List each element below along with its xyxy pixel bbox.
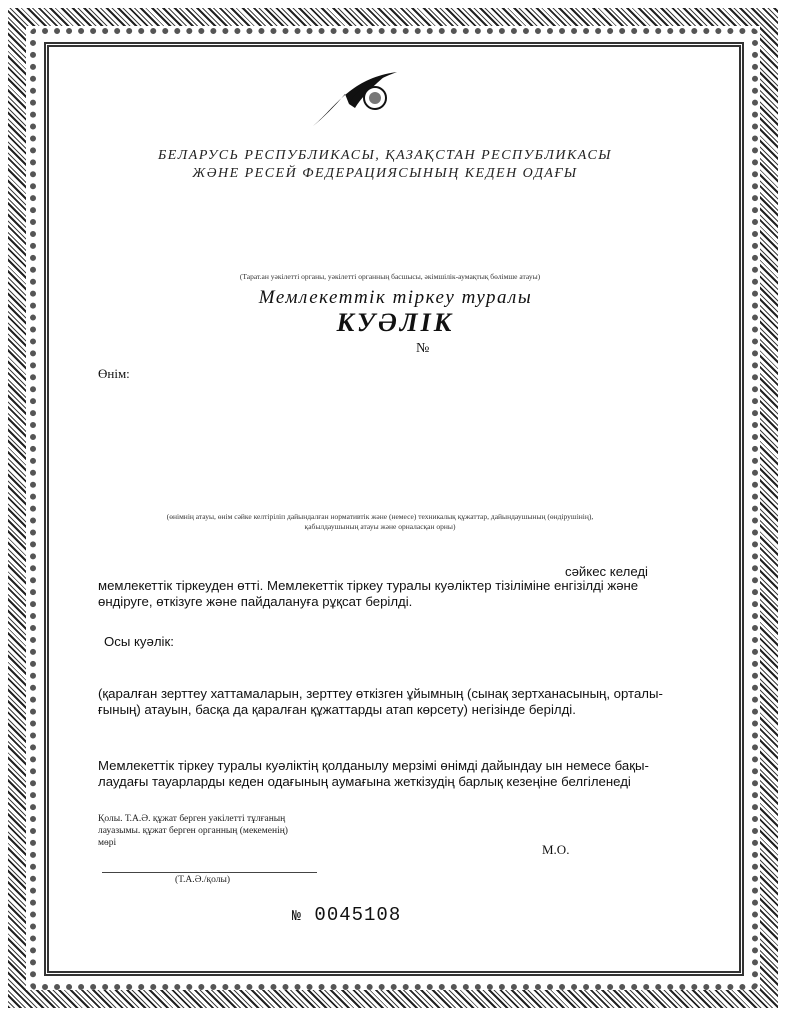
validity-line-2: лаудағы тауарларды кеден одағының аумағына жеткізудің барлық кезеңіне белгіленеді — [98, 774, 631, 789]
header-line-2: ЖӘНЕ РЕСЕЙ ФЕДЕРАЦИЯСЫНЫҢ КЕДЕН ОДАҒЫ — [192, 166, 578, 181]
validity-line-1: Мемлекеттік тіркеу туралы куәліктің қолданылу мерзімі өнімді дайындау ын немесе бақы- — [98, 758, 649, 773]
product-label: Өнім: — [98, 366, 130, 381]
compliance-line-2: өндіруге, өткізуге және пайдалануға рұқсат берілді. — [98, 594, 413, 609]
signature-line-3: мөрі — [98, 838, 117, 848]
signature-line — [102, 872, 317, 873]
header-line-1: БЕЛАРУСЬ РЕСПУБЛИКАСЫ, ҚАЗАҚСТАН РЕСПУБЛИКАСЫ — [157, 148, 612, 163]
seal-place: М.О. — [542, 842, 570, 857]
certificate-number-sign: № — [416, 341, 430, 356]
product-caption-line-1: (өнімнің атауы, өнім сәйке келтіріліп дайындалған нормативтік және (немесе) техникалық құжаттар, дайындаушының (өндірушінің), — [166, 512, 594, 521]
certificate-title: КУӘЛІК — [336, 308, 455, 337]
certificate-subtitle: Мемлекеттік тіркеу туралы — [258, 287, 533, 308]
compliance-line-1: мемлекеттік тіркеуден өтті. Мемлекеттік тіркеу туралы куәліктер тізіліміне енгізілді және — [98, 578, 639, 593]
basis-label: Осы куәлік: — [104, 634, 174, 649]
product-caption-line-2: қабылдаушының атауы және орналасқан орны) — [304, 522, 456, 531]
basis-line-2: ғының) атауын, басқа да қаралған құжаттарды атап көрсету) негізінде берілді. — [98, 702, 576, 717]
serial-number-sign: № — [292, 908, 303, 925]
serial-number — [292, 904, 401, 926]
serial-number-value: 0045108 — [314, 904, 402, 926]
issuer-caption: (Тарат.ан уәкілетті органы, уәкілетті органның басшысы, әкімшілік-аумақтық бөлімше атауы) — [239, 272, 541, 281]
signature-caption: (Т.А.Ә./қолы) — [175, 875, 231, 885]
basis-line-1: (қаралған зерттеу хаттамаларын, зерттеу өткізген ұйымның (сынақ зертханасының, орталы- — [98, 686, 663, 701]
compliance-tail: сәйкес келеді — [565, 564, 648, 579]
signature-line-1: Қолы. Т.А.Ә. құжат берген уәкілетті тұлғаның — [98, 814, 286, 824]
customs-union-emblem-icon — [305, 68, 405, 128]
signature-line-2: лауазымы. құжат берген органның (мекеменің) — [98, 826, 288, 836]
